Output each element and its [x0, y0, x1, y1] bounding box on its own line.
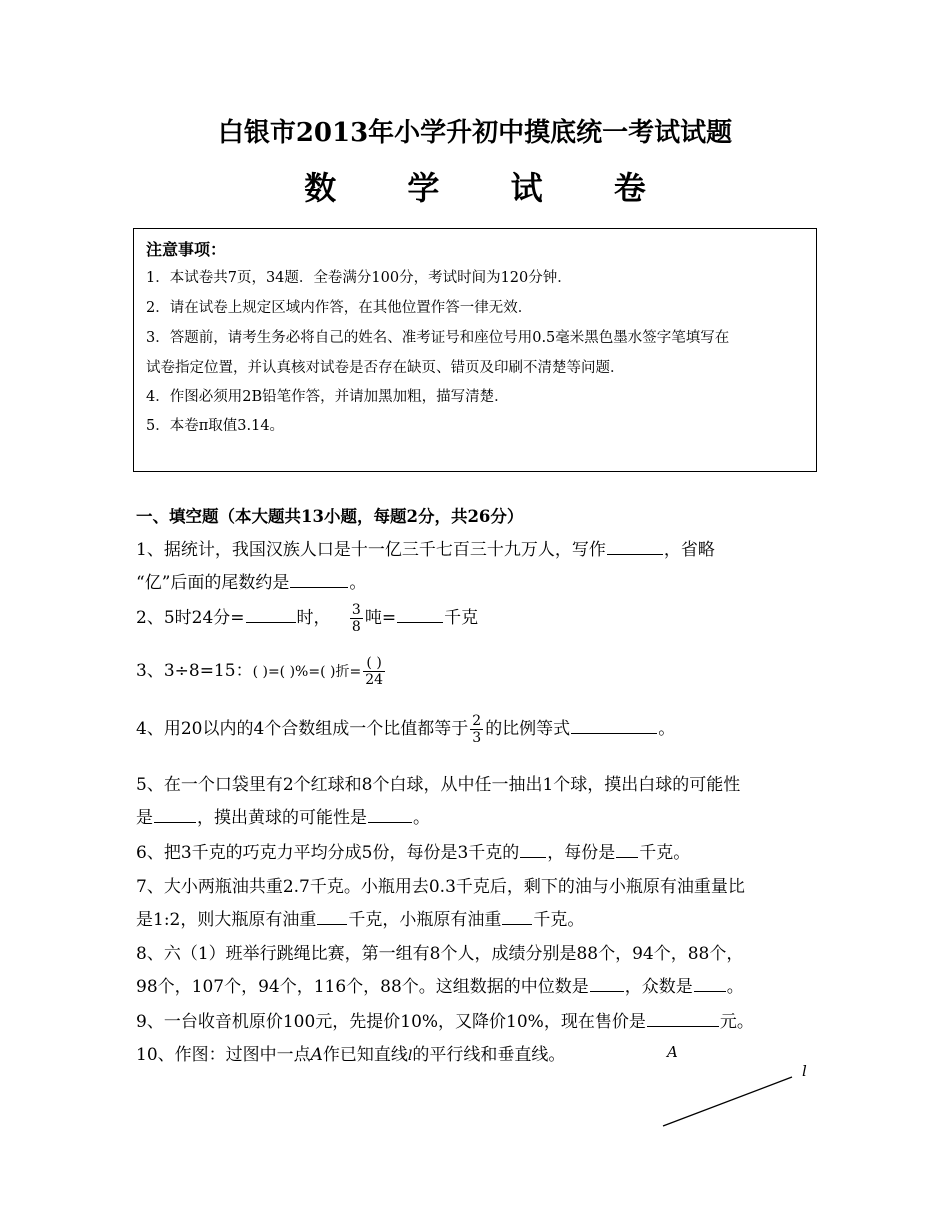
question-text: 的平行线和垂直线。 [412, 1045, 566, 1065]
answer-blank[interactable] [607, 538, 663, 555]
question-text: 千克。 [639, 843, 691, 863]
answer-blank[interactable] [647, 1010, 719, 1027]
answer-blank[interactable] [154, 806, 196, 823]
question-text: 2、5时24分= [136, 608, 245, 628]
notice-item: 3．答题前，请考生务必将自己的姓名、准考证号和座位号用0.5毫米黑色墨水签字笔填写在 [146, 330, 730, 346]
question-4 [136, 713, 675, 746]
notice-item: 4．作图必须用2B铅笔作答，并请加黑加粗，描写清楚． [146, 389, 509, 405]
answer-blank[interactable] [571, 717, 657, 734]
notice-item: 5．本卷π取值3.14。 [146, 418, 285, 434]
exam-subtitle: 数 学 试 卷 [304, 169, 676, 207]
answer-blank[interactable] [317, 908, 347, 925]
question-text: ( )=( )%=( )折= [252, 664, 362, 680]
question-8-line-1 [136, 939, 743, 964]
question-text: 98个，107个，94个，116个，88个。这组数据的中位数是 [136, 977, 589, 997]
given-line-l [663, 1077, 792, 1126]
answer-blank[interactable] [246, 606, 296, 623]
notice-item: 2．请在试卷上规定区域内作答，在其他位置作答一律无效． [146, 300, 533, 316]
question-text: 作已知直线 [322, 1045, 408, 1065]
answer-blank[interactable] [694, 975, 726, 992]
notice-item: 试卷指定位置，并认真核对试卷是否存在缺页、错页及印刷不清楚等问题． [146, 360, 625, 376]
question-text: 吨= [364, 608, 397, 628]
answer-blank[interactable] [397, 606, 443, 623]
question-6 [136, 838, 690, 863]
point-label-inline: A [310, 1045, 323, 1065]
line-label-inline: l [407, 1048, 413, 1064]
question-text: ，摸出黄球的可能性是 [197, 808, 367, 828]
notice-box [133, 228, 817, 472]
question-text: 千克。 [533, 910, 585, 930]
question-text: ，省略 [663, 540, 715, 560]
question-5-line-1 [136, 770, 740, 795]
question-text: 7、大小两瓶油共重2.7千克。小瓶用去0.3千克后，剩下的油与小瓶原有油重量比 [136, 877, 745, 897]
fraction: $\frac{( )}{24}$ [365, 655, 384, 688]
question-text: 的比例等式 [485, 719, 571, 739]
question-text: 4、用20以内的4个合数组成一个比值都等于 [136, 719, 469, 739]
question-8-line-2 [136, 972, 744, 997]
question-text: 3、3÷8=15： [136, 661, 253, 681]
question-text: 时， [296, 608, 331, 628]
answer-blank[interactable] [290, 571, 348, 588]
answer-blank[interactable] [590, 975, 624, 992]
question-text: 。 [349, 573, 367, 593]
fraction: $\frac{2}{3}$ [472, 713, 482, 746]
question-text: 千克，小瓶原有油重 [348, 910, 502, 930]
question-text: 。 [658, 719, 676, 739]
answer-blank[interactable] [368, 806, 412, 823]
question-9 [136, 1007, 754, 1032]
question-text: 8、六（1）班举行跳绳比赛，第一组有8个人，成绩分别是88个，94个，88个， [136, 944, 744, 964]
exam-title: 白银市2013年小学升初中摸底统一考试试题 [217, 118, 733, 148]
question-text: 。 [726, 977, 744, 997]
question-3 [136, 655, 387, 688]
question-7-line-2 [136, 905, 584, 930]
answer-blank[interactable] [502, 908, 532, 925]
question-text: 。 [413, 808, 430, 828]
question-2 [136, 602, 478, 635]
construction-figure [640, 1035, 840, 1135]
question-text: ，每份是 [547, 843, 616, 863]
question-text: 9、一台收音机原价100元，先提价10%，又降价10%，现在售价是 [136, 1012, 646, 1032]
question-text: ，众数是 [624, 977, 693, 997]
question-1-line-1 [136, 535, 715, 560]
answer-blank[interactable] [520, 841, 546, 858]
point-a-label: A [667, 1043, 678, 1061]
fraction: $\frac{3}{8}$ [351, 602, 361, 635]
question-text: 1、据统计，我国汉族人口是十一亿三千七百三十九万人，写作 [136, 540, 606, 560]
notice-heading: 注意事项： [146, 240, 227, 259]
answer-blank[interactable] [616, 841, 638, 858]
question-10 [136, 1040, 565, 1065]
question-text: 元。 [719, 1012, 754, 1032]
question-1-line-2 [136, 568, 366, 593]
notice-item: 1．本试卷共7页，34题．全卷满分100分，考试时间为120分钟． [146, 270, 572, 286]
question-7-line-1 [136, 872, 745, 897]
question-text: 10、作图：过图中一点 [136, 1045, 311, 1065]
question-text: 是 [136, 808, 153, 828]
question-text: 是1:2，则大瓶原有油重 [136, 910, 317, 930]
question-text: 千克 [444, 608, 479, 628]
line-l-label: l [802, 1062, 807, 1080]
question-text: 6、把3千克的巧克力平均分成5份，每份是3千克的 [136, 843, 520, 863]
question-5-line-2 [136, 803, 430, 828]
question-text: “亿”后面的尾数约是 [136, 573, 290, 593]
section-heading: 一、填空题（本大题共13小题，每题2分，共26分） [136, 507, 524, 526]
question-text: 5、在一个口袋里有2个红球和8个白球，从中任一抽出1个球，摸出白球的可能性 [136, 775, 741, 795]
